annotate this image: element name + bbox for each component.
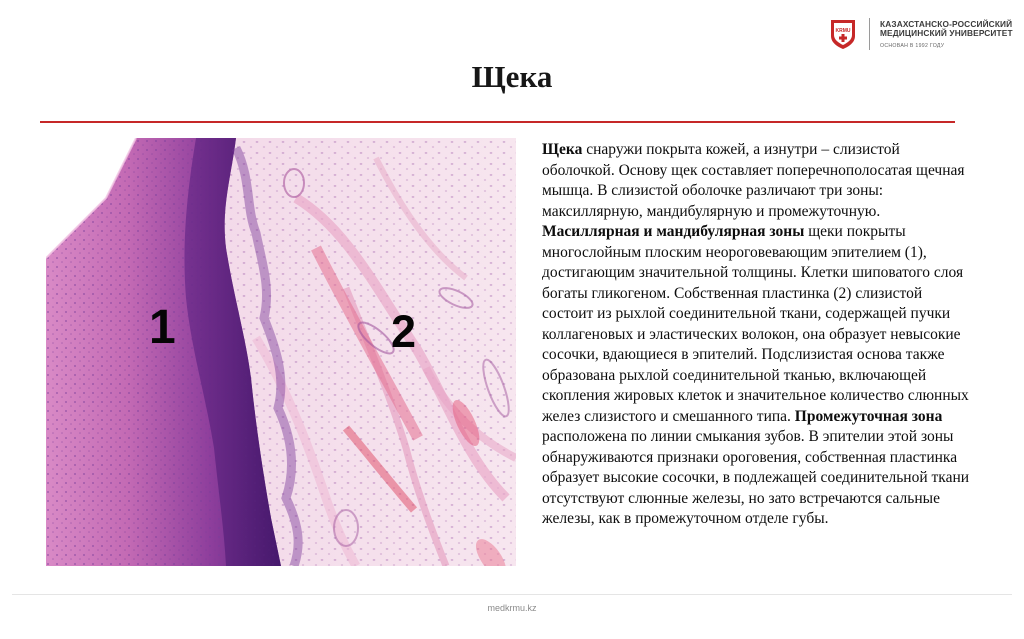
intermediate-zone-text: расположена по линии смыкания зубов. В эпителии этой зоны обнаруживаются признаки ороговения, собственная пластинка образует высокие сосочки, в подлежащей соединительной ткани отсутствуют слюнные железы, но зато встречаются сальные железы, как в промежуточном отделе губы. <box>542 428 970 527</box>
university-name-line2: МЕДИЦИНСКИЙ УНИВЕРСИТЕТ <box>880 28 1013 38</box>
university-founded: ОСНОВАН В 1992 ГОДУ <box>880 43 945 49</box>
university-name-line1: КАЗАХСТАНСКО-РОССИЙСКИЙ <box>880 19 1013 29</box>
slide-title: Щека <box>471 59 553 94</box>
footer-divider <box>12 594 1012 595</box>
title-underline <box>40 121 955 123</box>
figure-label-epithelium: 1 <box>149 301 176 354</box>
maxillary-mandibular-text: щеки покрыты многослойным плоским неороговевающим эпителием (1), достигающим значительной толщины. Клетки шиповатого слоя богаты гликогеном. Собственная пластинка (2) слизистой состоит из рыхлой соединительной ткани, содержащей пучки коллагеновых и эластических волокон, она образует невысокие сосочки, вдающиеся в эпителий. Подслизистая основа также образована рыхлой соединительной тканью, включающей скопления жировых клеток и значительное количество слюнных желез слизистого и смешанного типа. <box>542 223 969 425</box>
cheek-intro-text: снаружи покрыта кожей, а изнутри – слизистой оболочкой. Основу щек составляет поперечнополосатая щечная мышца. В слизистой оболочке различают три зоны: максиллярную, мандибулярную и промежуточную. <box>542 141 965 220</box>
histology-image <box>46 138 516 566</box>
logo-divider <box>869 18 870 50</box>
figure-label-lamina-propria: 2 <box>391 306 417 357</box>
university-logo <box>828 16 1018 56</box>
term-cheek: Щека <box>542 141 583 158</box>
histology-micrograph-icon <box>46 138 516 566</box>
description-text <box>542 140 972 530</box>
term-intermediate-zone: Промежуточная зона <box>794 407 943 425</box>
university-shield-icon <box>828 18 858 50</box>
footer-site: medkrmu.kz <box>487 603 537 613</box>
term-maxillary-mandibular-zones: Масиллярная и мандибулярная зоны <box>542 223 805 240</box>
university-name <box>880 20 1024 38</box>
logo-badge-text: KRMU <box>835 28 851 34</box>
